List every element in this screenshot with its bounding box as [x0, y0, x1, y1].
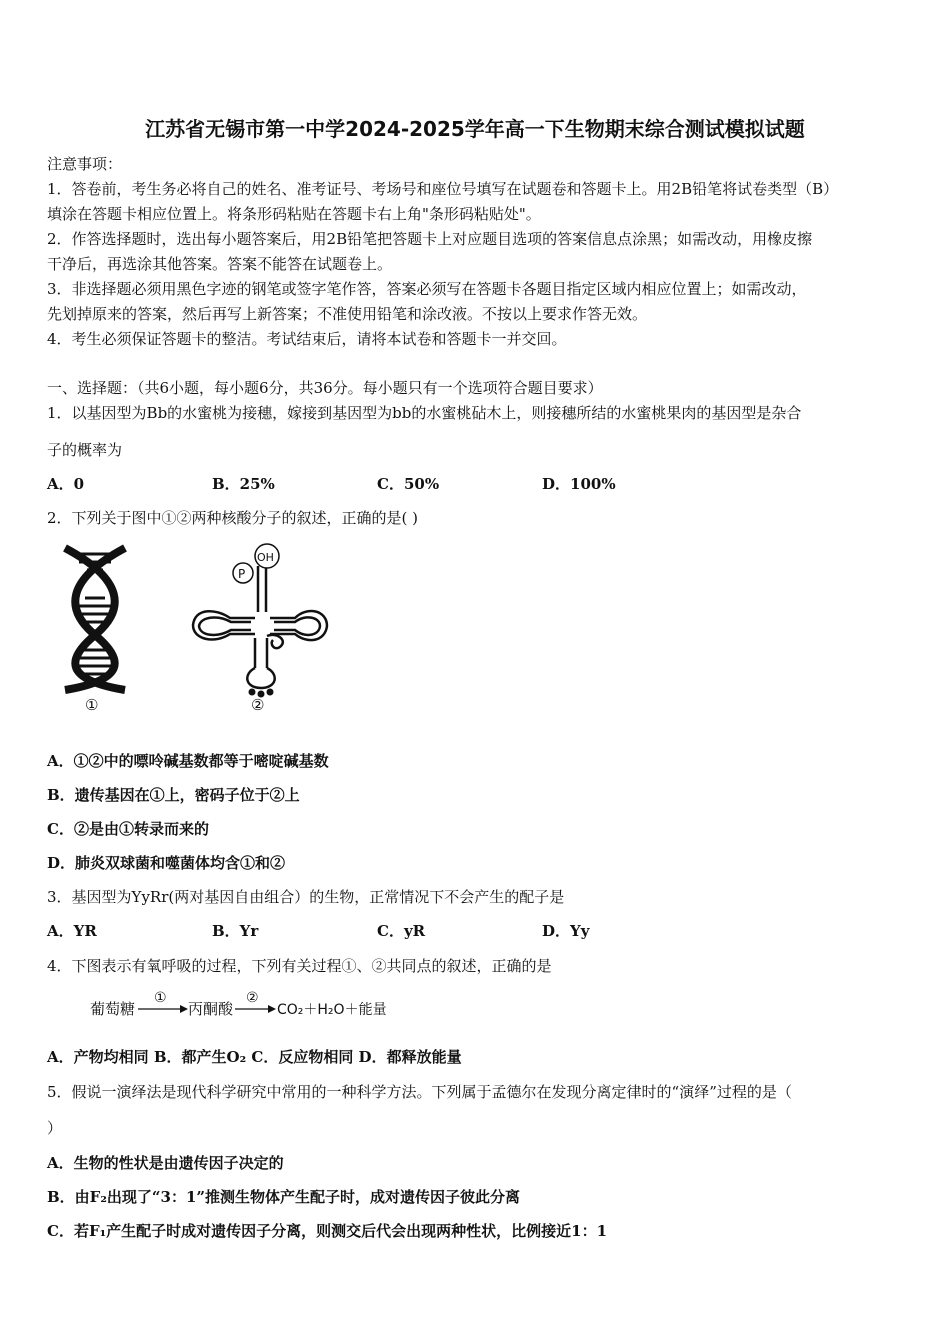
question-5-option-b[interactable]: B．由F₂出现了“3：1”推测生物体产生配子时，成对遗传因子彼此分离: [47, 1188, 521, 1206]
notice-heading: 注意事项：: [47, 155, 123, 173]
question-5-option-c[interactable]: C．若F₁产生配子时成对遗传因子分离，则测交后代会出现两种性状，比例接近1：1: [47, 1222, 608, 1240]
products-label: CO₂＋H₂O＋能量: [277, 1002, 387, 1018]
page-title: 江苏省无锡市第一中学2024-2025学年高一下生物期末综合测试模拟试题: [145, 117, 805, 141]
question-5-stem: 5．假说一演绎法是现代科学研究中常用的一种科学方法。下列属于孟德尔在发现分离定律时的“演绎”过程的是（: [47, 1083, 792, 1101]
step-1-label: ①: [154, 990, 167, 1006]
question-1-stem-cont: 子的概率为: [47, 441, 123, 459]
question-4-options[interactable]: A．产物均相同 B．都产生O₂ C．反应物相同 D．都释放能量: [47, 1048, 462, 1066]
notice-line: 先划掉原来的答案，然后再写上新答案；不准使用铅笔和涂改液。不按以上要求作答无效。: [47, 305, 648, 323]
option-b[interactable]: B．Yr: [212, 922, 259, 940]
step-2-label: ②: [246, 990, 259, 1006]
question-1-stem: 1．以基因型为Bb的水蜜桃为接穗，嫁接到基因型为bb的水蜜桃砧木上，则接穗所结的水蜜桃果肉的基因型是杂合: [47, 404, 802, 422]
question-2-option-a[interactable]: A．①②中的嘌呤碱基数都等于嘧啶碱基数: [47, 752, 329, 770]
notice-line: 3．非选择题必须用黑色字迹的钢笔或签字笔作答，答案必须写在答题卡各题目指定区域内相应位置上；如需改动，: [47, 280, 807, 298]
pyruvate-label: 丙酮酸: [188, 1000, 234, 1018]
option-c[interactable]: C．yR: [377, 922, 426, 940]
notice-line: 4．考生必须保证答题卡的整洁。考试结束后，请将本试卷和答题卡一并交回。: [47, 330, 567, 348]
notice-line: 干净后，再选涂其他答案。答案不能答在试题卷上。: [47, 255, 393, 273]
question-2-option-d[interactable]: D．肺炎双球菌和噬菌体均含①和②: [47, 854, 286, 872]
notice-line: 填涂在答题卡相应位置上。将条形码粘贴在答题卡右上角"条形码粘贴处"。: [47, 205, 541, 223]
question-5-stem-cont: ）: [47, 1119, 63, 1137]
option-d[interactable]: D．Yy: [542, 922, 590, 940]
option-b[interactable]: B．25%: [212, 475, 275, 493]
phosphate-label: P: [238, 567, 246, 581]
glucose-label: 葡萄糖: [90, 1000, 136, 1018]
dna-double-helix: [65, 548, 125, 690]
question-3-stem: 3．基因型为YyRr(两对基因自由组合）的生物，正常情况下不会产生的配子是: [47, 888, 565, 906]
notice-line: 2．作答选择题时，选出每小题答案后，用2B铅笔把答题卡上对应题目选项的答案信息点涂黑；如需改动，用橡皮擦: [47, 230, 813, 248]
option-a[interactable]: A．0: [47, 475, 85, 493]
figure-label-2: ②: [251, 696, 265, 714]
notice-line: 1．答卷前，考生务必将自己的姓名、准考证号、考场号和座位号填写在试题卷和答题卡上。用2B铅笔将试卷类型（B）: [47, 180, 839, 198]
section-heading: 一、选择题：（共6小题，每小题6分，共36分。每小题只有一个选项符合题目要求）: [47, 379, 603, 397]
nucleic-acid-figure: [55, 540, 345, 720]
option-d[interactable]: D．100%: [542, 475, 616, 493]
hydroxyl-label: OH: [257, 551, 274, 564]
trna-cloverleaf: [193, 560, 327, 688]
question-2-option-b[interactable]: B．遗传基因在①上，密码子位于②上: [47, 786, 300, 804]
question-4-stem: 4．下图表示有氧呼吸的过程，下列有关过程①、②共同点的叙述，正确的是: [47, 957, 552, 975]
question-5-option-a[interactable]: A．生物的性状是由遗传因子决定的: [47, 1154, 284, 1172]
question-2-stem: 2．下列关于图中①②两种核酸分子的叙述，正确的是( ): [47, 509, 419, 527]
respiration-diagram: [88, 985, 408, 1025]
option-c[interactable]: C．50%: [377, 475, 440, 493]
question-2-option-c[interactable]: C．②是由①转录而来的: [47, 820, 209, 838]
figure-label-1: ①: [85, 696, 99, 714]
option-a[interactable]: A．YR: [47, 922, 97, 940]
